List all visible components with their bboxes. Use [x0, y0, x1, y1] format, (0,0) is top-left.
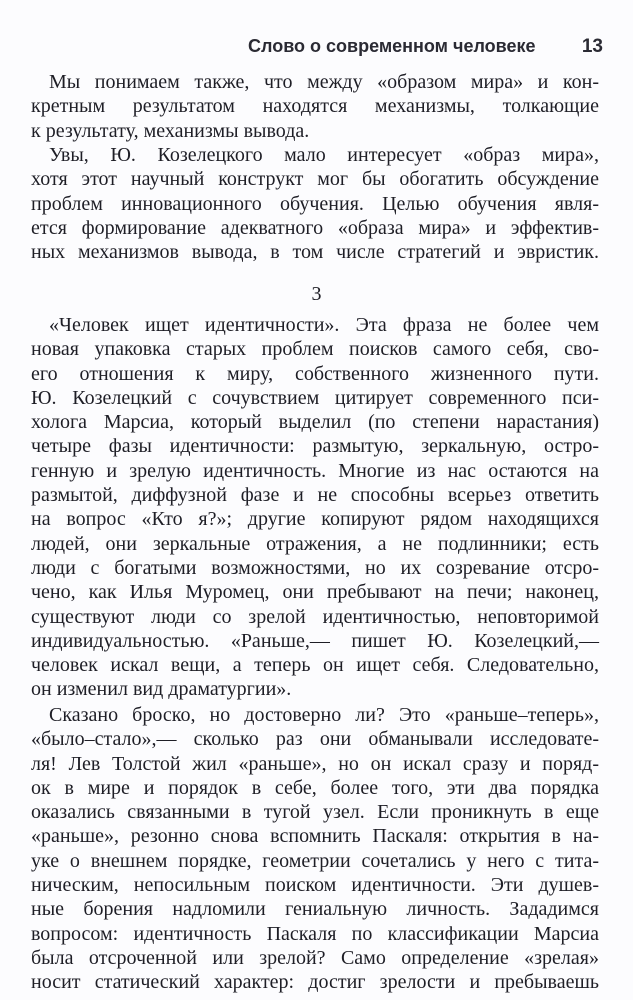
section-number: 3 [311, 283, 322, 305]
text-line: кретным результатом находятся механизмы, толкающие [31, 95, 599, 118]
text-line: проблем инновационного обучения. Целью обучения явля- [31, 192, 599, 215]
running-header [248, 36, 603, 58]
text-line: Увы, Ю. Козелецкого мало интересует «образ мира», [49, 144, 599, 166]
paragraph-3 [31, 313, 599, 702]
text-line: Сказано броско, но достоверно ли? Это «раньше–теперь», [49, 704, 599, 726]
text-line: люди с богатыми возможностями, но их созревание отсро- [31, 556, 599, 579]
text-line: ется формирование адекватного «образа мира» и эффектив- [31, 216, 599, 239]
running-title: Слово о современном человеке [248, 36, 536, 56]
text-line: существуют люди со зрелой идентичностью, неповторимой [31, 605, 599, 628]
text-line: вопросом: идентичность Паскаля по классификации Марсиа [31, 922, 599, 945]
page-number: 13 [581, 36, 603, 57]
text-line: «Человек ищет идентичности». Эта фраза не более чем [49, 314, 599, 336]
text-line: была отсроченной или зрелой? Само определение «зрелая» [31, 946, 599, 969]
text-line: Ю. Козелецкий с сочувствием цитирует современного пси- [31, 386, 599, 409]
paragraph-1 [31, 70, 599, 143]
text-line: человек искал вещи, а теперь он ищет себя. Следовательно, [31, 654, 599, 677]
paragraph-4 [31, 703, 599, 995]
text-line: чено, как Илья Муромец, они пребывают на печи; наконец, [31, 581, 599, 604]
text-line: уке о внешнем порядке, геометрии сочетались у него с тита- [31, 849, 599, 872]
text-line: ля! Лев Толстой жил «раньше», но он искал сразу и поряд- [31, 752, 599, 775]
text-line: ные борения надломили гениальную личность. Зададимся [31, 898, 599, 921]
text-line: генную и зрелую идентичность. Многие из нас остаются на [31, 459, 599, 482]
text-line: людей, они зеркальные отражения, а не подлинники; есть [31, 532, 599, 555]
text-line: ок в мире и порядок в себе, более того, эти два порядка [31, 776, 599, 799]
text-line: Мы понимаем также, что между «образом мира» и кон- [49, 71, 599, 93]
text-line: холога Марсиа, который выделил (по степени нарастания) [31, 411, 599, 434]
text-line: он изменил вид драматургии». [31, 678, 292, 701]
text-line: хотя этот научный конструкт мог бы обогатить обсуждение [31, 168, 599, 191]
text-line: индивидуальностью. «Раньше,— пишет Ю. Козелецкий,— [31, 629, 599, 652]
paragraph-2 [31, 143, 599, 264]
text-line: его отношения к миру, собственного жизненного пути. [31, 362, 599, 385]
text-line: четыре фазы идентичности: размытую, зеркальную, остро- [31, 435, 599, 458]
text-line: носит статический характер: достиг зрелости и пребываешь [31, 971, 599, 994]
text-line: оказались связанными в тугой узел. Если проникнуть в еще [31, 801, 599, 824]
text-line: к результату, механизмы вывода. [31, 119, 310, 142]
text-line: на вопрос «Кто я?»; другие копируют рядом находящихся [31, 508, 599, 531]
text-line: «было–стало»,— сколько раз они обманывали исследовате- [31, 728, 599, 751]
text-line: ных механизмов вывода, в том числе стратегий и эвристик. [31, 241, 599, 264]
text-line: ническим, непосильным поиском идентичности. Эти душев- [31, 874, 599, 897]
text-line: новая упаковка старых проблем поисков самого себя, сво- [31, 338, 599, 361]
text-line: размытой, диффузной фазе и не способны всерьез ответить [31, 484, 599, 507]
text-line: «раньше», резонно снова вспомнить Паскаля: открытия в на- [31, 825, 599, 848]
